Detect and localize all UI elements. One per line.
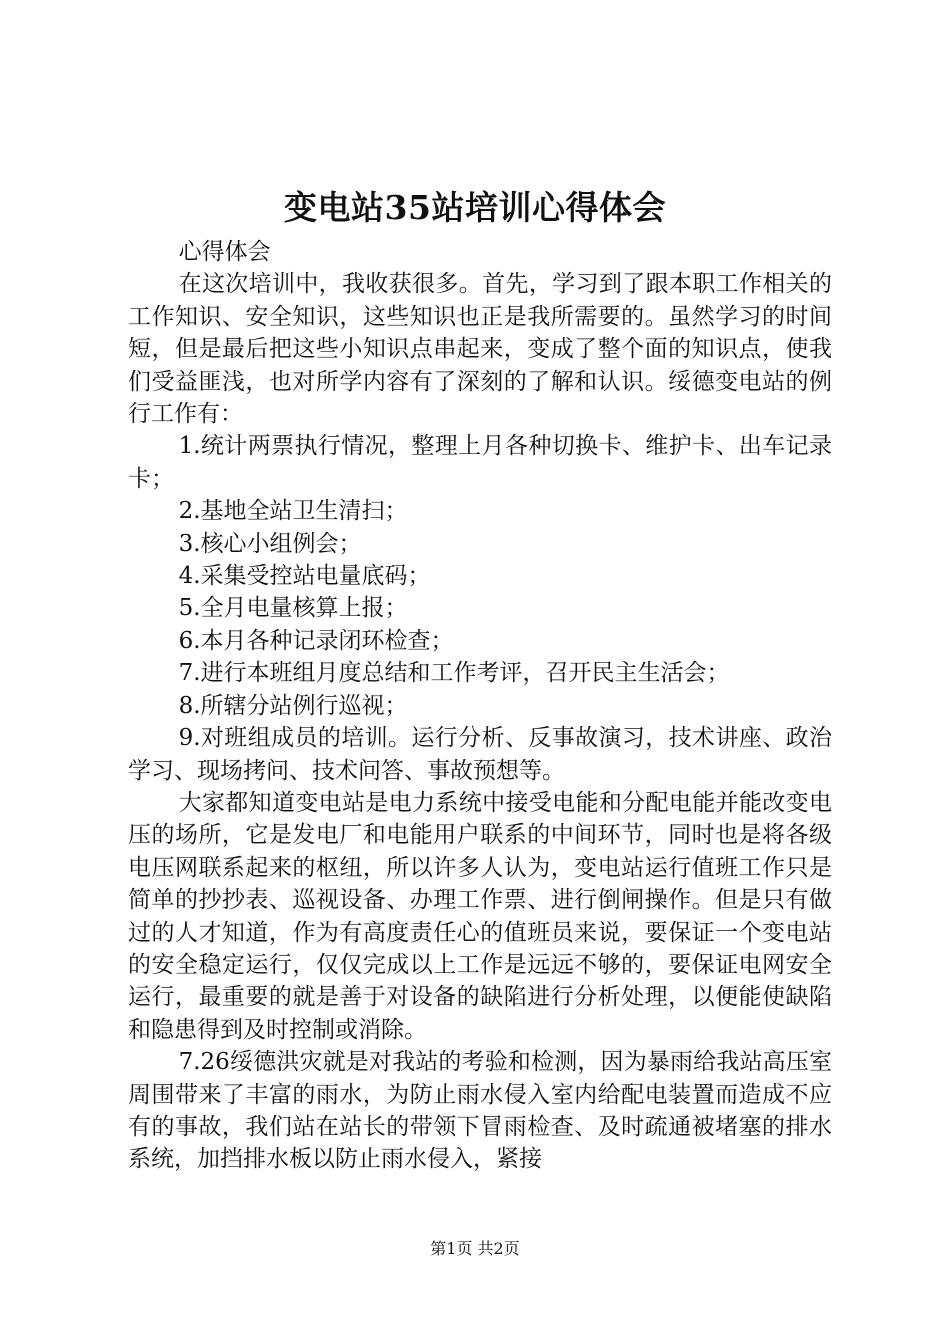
list-item-6: 6.本月各种记录闭环检查；: [178, 627, 454, 654]
document-body: [128, 236, 832, 1176]
paragraph-intro: 在这次培训中，我收获很多。首先，学习到了跟本职工作相关的工作知识、安全知识，这些知识也正是我所需要的。虽然学习的时间短，但是最后把这些小知识点串起来，变成了整个面的知识点，使我们受益匪浅，也对所学内容有了深刻的了解和认识。绥德变电站的例行工作有：: [128, 271, 832, 428]
list-item-8: 8.所辖分站例行巡视；: [178, 692, 408, 719]
page-footer: 第1页 共2页: [430, 1239, 520, 1258]
paragraph-substation-role: 大家都知道变电站是电力系统中接受电能和分配电能并能改变电压的场所，它是发电厂和电能用户联系的中间环节，同时也是将各级电压网联系起来的枢纽，所以许多人认为，变电站运行值班工作只是简单的抄抄表、巡视设备、办理工作票、进行倒闸操作。但是只有做过的人才知道，作为有高度责任心的值班员来说，要保证一个变电站的安全稳定运行，仅仅完成以上工作是远远不够的，要保证电网安全运行，最重要的就是善于对设备的缺陷进行分析处理，以便能使缺陷和隐患得到及时控制或消除。: [128, 789, 832, 1043]
list-item-3: 3.核心小组例会；: [178, 530, 362, 557]
paragraph-heading: 心得体会: [178, 239, 271, 265]
paragraph-flood: 7.26绥德洪灾就是对我站的考验和检测，因为暴雨给我站高压室周围带来了丰富的雨水，为防止雨水侵入室内给配电装置而造成不应有的事故，我们站在站长的带领下冒雨检查、及时疏通被堵塞的排水系统，加挡排水板以防止雨水侵入，紧接: [128, 1049, 832, 1173]
document-title: 变电站35站培训心得体会: [284, 188, 666, 227]
list-item-1: 1.统计两票执行情况，整理上月各种切换卡、维护卡、出车记录卡；: [128, 433, 832, 492]
list-item-9: 9.对班组成员的培训。运行分析、反事故演习，技术讲座、政治学习、现场拷问、技术问答、事故预想等。: [128, 725, 832, 784]
list-item-2: 2.基地全站卫生清扫；: [178, 498, 408, 525]
list-item-5: 5.全月电量核算上报；: [178, 595, 408, 622]
list-item-7: 7.进行本班组月度总结和工作考评，召开民主生活会；: [178, 660, 730, 687]
list-item-4: 4.采集受控站电量底码；: [178, 563, 431, 590]
